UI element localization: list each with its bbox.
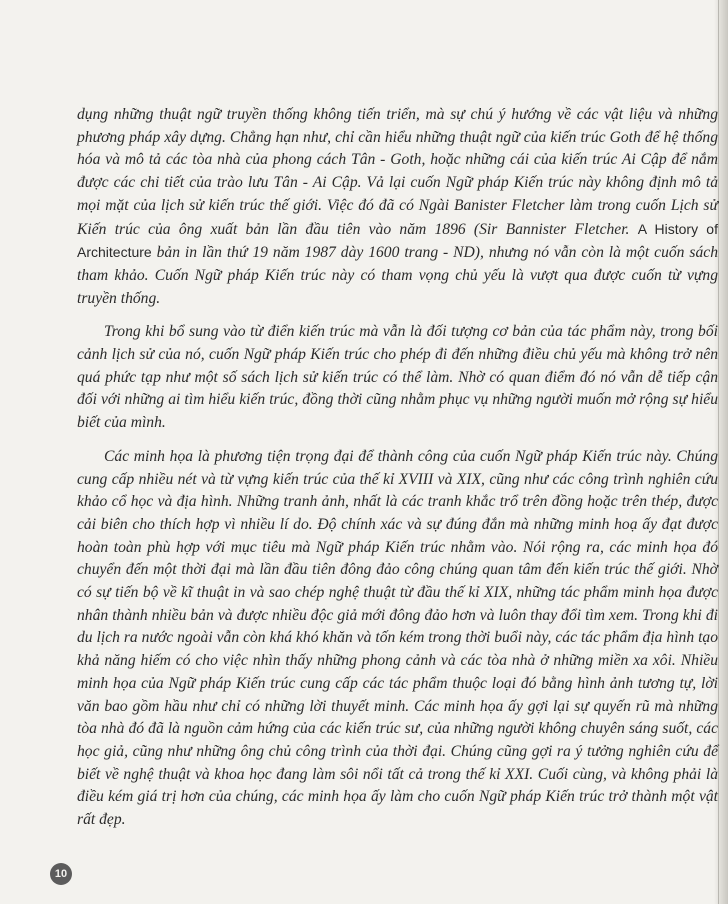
page-number: 10 [50, 863, 72, 885]
paragraph-2: Trong khi bổ sung vào từ điển kiến trúc mà vẫn là đối tượng cơ bản của tác phẩm này, trong bối cảnh lịch sử của nó, cuốn Ngữ pháp Kiến trúc cho phép đi đến những điều chủ yếu mà không trở nên quá phức tạp như một số sách lịch sử kiến trúc có thể làm. Nhờ có quan điểm đó nó vẫn dễ tiếp cận đối với những ai tìm hiểu kiến trúc, đồng thời cũng nhằm phục vụ những người muốn mở rộng sự hiểu biết của mình. [77, 323, 718, 432]
paragraph-1-text-a: dụng những thuật ngữ truyền thống không tiến triển, mà sự chú ý hướng về các vật liệu và những phương pháp xây dựng. Chẳng hạn như, chỉ cần hiểu những thuật ngữ của kiến trúc Goth để hệ thống hóa và mô tả các tòa nhà của phong cách Tân - Goth, hoặc những cái của kiến trúc Ai Cập để nắm được các chi tiết của trào lưu Tân - Ai Cập. Vả lại cuốn Ngữ pháp Kiến trúc này không định mô tả mọi mặt của lịch sử kiến trúc thế giới. Việc đó đã có Ngài Banister Fletcher làm trong cuốn Lịch sử Kiến trúc của ông xuất bản lần đầu tiên vào năm 1896 (Sir Bannister Fletcher. [77, 106, 718, 238]
body-text [77, 104, 718, 843]
paragraph-3: Các minh họa là phương tiện trọng đại để thành công của cuốn Ngữ pháp Kiến trúc này. Chúng cung cấp nhiều nét và từ vựng kiến trúc của thế kỉ XVIII và XIX, cũng như các công trình nghiên cứu khảo cổ học và địa hình. Những tranh ảnh, nhất là các tranh khắc trổ trên đồng hoặc trên thép, được cải biên cho thích hợp vì nhiều lí do. Độ chính xác và sự đúng đắn mà những minh hoạ ấy đạt được hoàn toàn phù hợp với mục tiêu mà Ngữ pháp Kiến trúc nhằm vào. Nói rộng ra, các minh họa đó chuyển đến một thời đại mà lần đầu tiên đông đảo công chúng quan tâm đến kiến trúc thế giới. Nhờ có sự tiến bộ về kĩ thuật in và sao chép nghệ thuật từ đầu thế kỉ XIX, những tác phẩm minh họa được nhân thành nhiều bản và được nhiều độc giả mới đông đảo hơn và luôn thay đổi tìm xem. Trong khi đi du lịch ra nước ngoài vẫn còn khá khó khăn và tốn kém trong thời buổi này, các tác phẩm địa hình tạo khả năng hiếm có cho việc nhìn thấy những phong cảnh và các tòa nhà ở những miền xa xôi. Nhiều minh họa của Ngữ pháp Kiến trúc cung cấp các tác phẩm thuộc loại đó bằng hình ảnh tương tự, lời văn bao gồm hầu như chỉ có những lời thuyết minh. Các minh họa ấy gợi lại sự quyến rũ mà những tòa nhà đó đã là nguồn cảm hứng của các kiến trúc sư, của những người không chuyên sáng suốt, các học giả, cũng như những ông chủ công trình của thời đại. Chúng cũng gợi ra ý tưởng nghiên cứu để biết về nghệ thuật và khoa học đang làm sôi nổi tất cả trong thế kỉ XXI. Cuối cùng, và không phải là điều kém giá trị hơn của chúng, các minh họa ấy làm cho cuốn Ngữ pháp Kiến trúc trở thành một vật rất đẹp. [77, 447, 718, 829]
paragraph-1 [77, 104, 718, 310]
book-title-english: A History of Architecture [77, 220, 718, 261]
paragraph-1-text-b: bản in lần thứ 19 năm 1987 dày 1600 trang - ND), nhưng nó vẫn còn là một cuốn sách tham khảo. Cuốn Ngữ pháp Kiến trúc này có tham vọng chủ yếu là vượt qua được cuốn từ vựng truyền thống. [77, 244, 718, 307]
